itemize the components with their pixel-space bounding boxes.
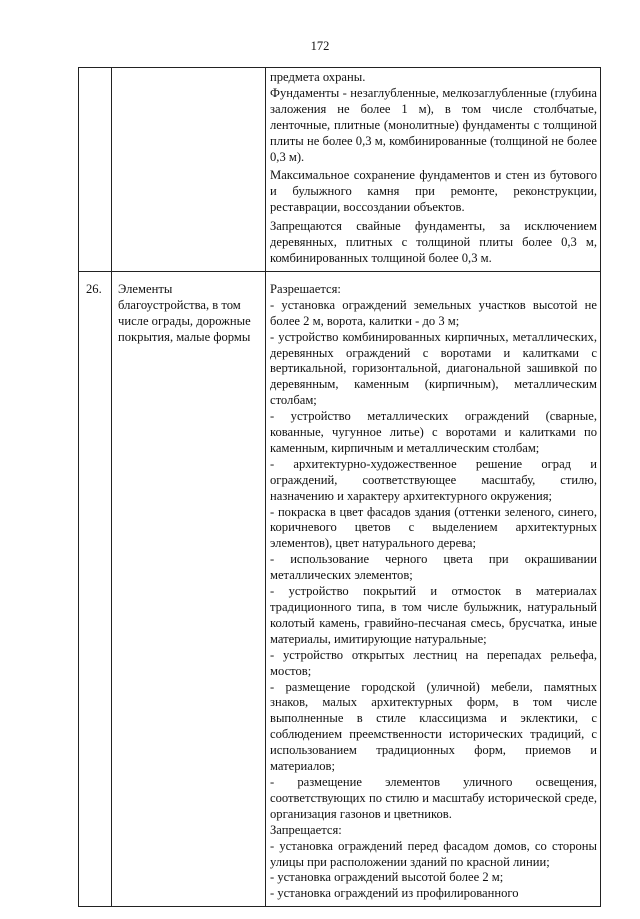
requirement-paragraph: Запрещается: <box>270 822 342 837</box>
requirement-paragraph: Разрешается: <box>270 281 341 296</box>
table-row <box>79 68 601 272</box>
regulations-table <box>78 67 601 907</box>
requirement-paragraph: - устройство покрытий и отмосток в материалах традиционного типа, в том числе булыжник, натуральный колотый камень, гравийно-песчаная смесь, брусчатка, иные материалы, имитирующие натуральные; <box>270 584 597 646</box>
table-row <box>79 271 601 906</box>
requirement-paragraph: - установка ограждений из профилированного <box>270 886 519 901</box>
requirement-paragraph: - устройство открытых лестниц на перепадах рельефа, мостов; <box>270 647 597 678</box>
element-name-cell: Элементы благоустройства, в том числе ограды, дорожные покрытия, малые формы <box>112 271 266 906</box>
row-number-cell <box>79 68 112 272</box>
requirement-paragraph: Запрещаются свайные фундаменты, за исключением деревянных, плитных с толщиной плиты более 0,3 м, комбинированных толщиной более 0,3 м. <box>270 219 597 265</box>
requirement-paragraph: - установка ограждений земельных участков высотой не более 2 м, ворота, калитки - до 3 м; <box>270 297 597 328</box>
requirement-paragraph: - установка ограждений перед фасадом домов, со стороны улицы при расположении зданий по красной линии; <box>270 838 597 869</box>
requirement-paragraph: - установка ограждений высотой более 2 м; <box>270 870 504 885</box>
requirements-cell <box>266 68 601 272</box>
row-number-cell: 26. <box>79 271 112 906</box>
requirement-paragraph: - устройство комбинированных кирпичных, металлических, деревянных ограждений с воротами и калитками с вертикальной, горизонтальной, диагональной зашивкой по деревянным, каменным (кирпичным), металлическим столбам; <box>270 329 597 408</box>
requirement-paragraph: - использование черного цвета при окрашивании металлических элементов; <box>270 552 597 583</box>
requirement-paragraph: - размещение городской (уличной) мебели, памятных знаков, малых архитектурных форм, в том числе выполненные в стиле классицизма и эклектики, с соблюдением преемственности исторических традиций, с использованием традиционных форм, приемов и материалов; <box>270 679 597 774</box>
page-number: 172 <box>310 39 330 53</box>
requirement-paragraph: Фундаменты - незаглубленные, мелкозаглубленные (глубина заложения не более 1 м), в том числе столбчатые, ленточные, плитные (монолитные) фундаменты с толщиной плиты не более 0,3 м, комбинированные (толщиной не более 0,3 м). <box>270 85 597 164</box>
requirement-paragraph: - размещение элементов уличного освещения, соответствующих по стилю и масштабу исторической среде, организация газонов и цветников. <box>270 774 597 821</box>
requirement-paragraph: - архитектурно-художественное решение оград и ограждений, соответствующее масштабу, стилю, назначению и характеру архитектурного окружения; <box>270 456 597 503</box>
requirement-paragraph: предмета охраны. <box>270 70 366 84</box>
element-name-cell <box>112 68 266 272</box>
requirement-paragraph: - устройство металлических ограждений (сварные, кованные, чугунное литье) с воротами и калитками по каменным, кирпичным и металлическим столбам; <box>270 409 597 455</box>
requirement-paragraph: - покраска в цвет фасадов здания (оттенки зеленого, синего, коричневого цветов с выделением архитектурных элементов), цвет натурального дерева; <box>270 504 597 551</box>
requirements-cell <box>266 271 601 906</box>
requirement-paragraph: Максимальное сохранение фундаментов и стен из бутового и булыжного камня при ремонте, реконструкции, реставрации, воссоздании объектов. <box>270 168 597 215</box>
